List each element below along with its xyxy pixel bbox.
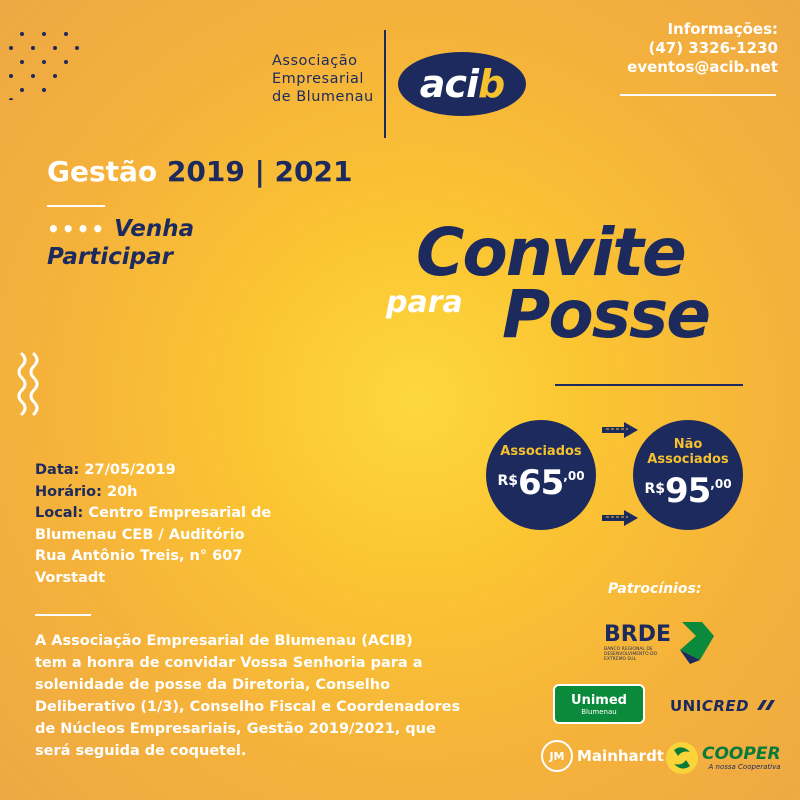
headline-para: para [386, 285, 463, 320]
price-associados-value [497, 459, 584, 506]
brde-logo-text: BRDE [604, 622, 671, 647]
association-name [272, 52, 374, 106]
gestao-word: Gestão [47, 155, 158, 188]
mainhardt-logo [541, 740, 664, 772]
price-nao-associados-label2: Associados [647, 451, 729, 467]
mainhardt-mark-icon: JM [541, 740, 573, 772]
association-name-line2: Empresarial [272, 71, 364, 87]
time-label: Horário: [35, 483, 102, 500]
contact-phone[interactable]: (47) 3326-1230 [648, 39, 778, 57]
acib-logo [398, 52, 526, 116]
date-value: 27/05/2019 [84, 462, 176, 478]
price-nao-associados-label1: Não [673, 436, 703, 452]
gestao-divider [47, 205, 105, 207]
arrow-right-icon [602, 510, 638, 526]
cooper-logo [664, 740, 781, 776]
price-associados-amount: 65 [517, 463, 564, 503]
headline-convite: Convite [416, 214, 685, 291]
price-nao-associados-amount: 95 [664, 470, 711, 511]
acib-logo-text [420, 62, 504, 106]
invitation-line3: solenidade de posse da Diretoria, Conselho [35, 677, 391, 693]
local-line3: Rua Antônio Treis, n° 607 [35, 548, 243, 564]
invitation-line4: Deliberativo (1/3), Conselho Fiscal e Coordenadores [35, 699, 461, 715]
venha-participar [47, 215, 194, 271]
unicred-logo [670, 697, 775, 715]
venha-dots: •••• [47, 217, 107, 241]
cooper-logo-subtitle: A nossa Cooperativa [708, 763, 781, 771]
venha-line1: Venha [114, 216, 195, 242]
invitation-line1: A Associação Empresarial de Blumenau (ACIB) [35, 633, 413, 649]
association-name-line1: Associação [272, 53, 358, 69]
wave-decoration [16, 352, 40, 416]
info-divider [620, 94, 776, 96]
invitation-line6: será seguida de coquetel. [35, 743, 247, 759]
unicred-logo-text-a: UNI [670, 697, 702, 715]
unimed-logo [553, 684, 645, 724]
cooper-logo-text: COOPER [702, 744, 781, 764]
unimed-logo-city: Blumenau [581, 707, 617, 716]
contact-email[interactable]: eventos@acib.net [627, 58, 778, 76]
event-details [35, 460, 271, 589]
local-line2: Blumenau CEB / Auditório [35, 526, 245, 543]
logo-divider [384, 30, 386, 138]
acib-logo-text-accent: b [478, 62, 505, 106]
cooper-mark-icon [664, 740, 700, 776]
price-nao-associados [633, 420, 743, 530]
brde-logo-subtitle: BANCO REGIONAL DE DESENVOLVIMENTO DO EXTREMO SUL [604, 647, 658, 662]
local-label: Local: [35, 505, 84, 521]
brde-mark-icon [676, 620, 716, 664]
price-associados-label: Associados [500, 444, 582, 459]
dot-grid-decoration [8, 20, 88, 100]
venha-line2: Participar [47, 244, 173, 270]
unicred-logo-text-b: CRED [701, 697, 750, 715]
mainhardt-logo-text: Mainhardt [577, 747, 664, 765]
price-nao-associados-cents: ,00 [710, 476, 732, 491]
local-line4: Vorstadt [35, 569, 106, 586]
headline-posse: Posse [502, 276, 710, 353]
invitation-line2: tem a honra de convidar Vossa Senhoria para a [35, 655, 423, 671]
gestao-years: 2019 | 2021 [166, 155, 353, 188]
acib-logo-text-main: aci [419, 62, 478, 106]
price-associados-cents: ,00 [563, 469, 585, 483]
sponsors-title: Patrocínios: [608, 581, 702, 597]
price-associados-currency: R$ [497, 473, 518, 489]
invitation-line5: de Núcleos Empresariais, Gestão 2019/2021, que [35, 721, 436, 737]
time-value: 20h [106, 483, 138, 500]
price-associados [486, 420, 596, 530]
association-name-line3: de Blumenau [272, 89, 374, 105]
local-line1: Centro Empresarial de [88, 505, 272, 521]
details-divider [35, 614, 91, 616]
brde-logo [604, 624, 716, 664]
gestao-heading [47, 155, 353, 188]
invitation-text [35, 630, 475, 762]
arrow-right-icon [602, 422, 638, 438]
unimed-logo-text: Unimed [571, 692, 627, 708]
unicred-mark-icon [755, 698, 775, 712]
contact-title: Informações: [667, 20, 778, 38]
price-nao-associados-currency: R$ [644, 480, 665, 497]
price-nao-associados-value [644, 467, 731, 514]
date-label: Data: [35, 462, 80, 478]
contact-info [627, 20, 778, 77]
headline-divider [555, 384, 743, 386]
